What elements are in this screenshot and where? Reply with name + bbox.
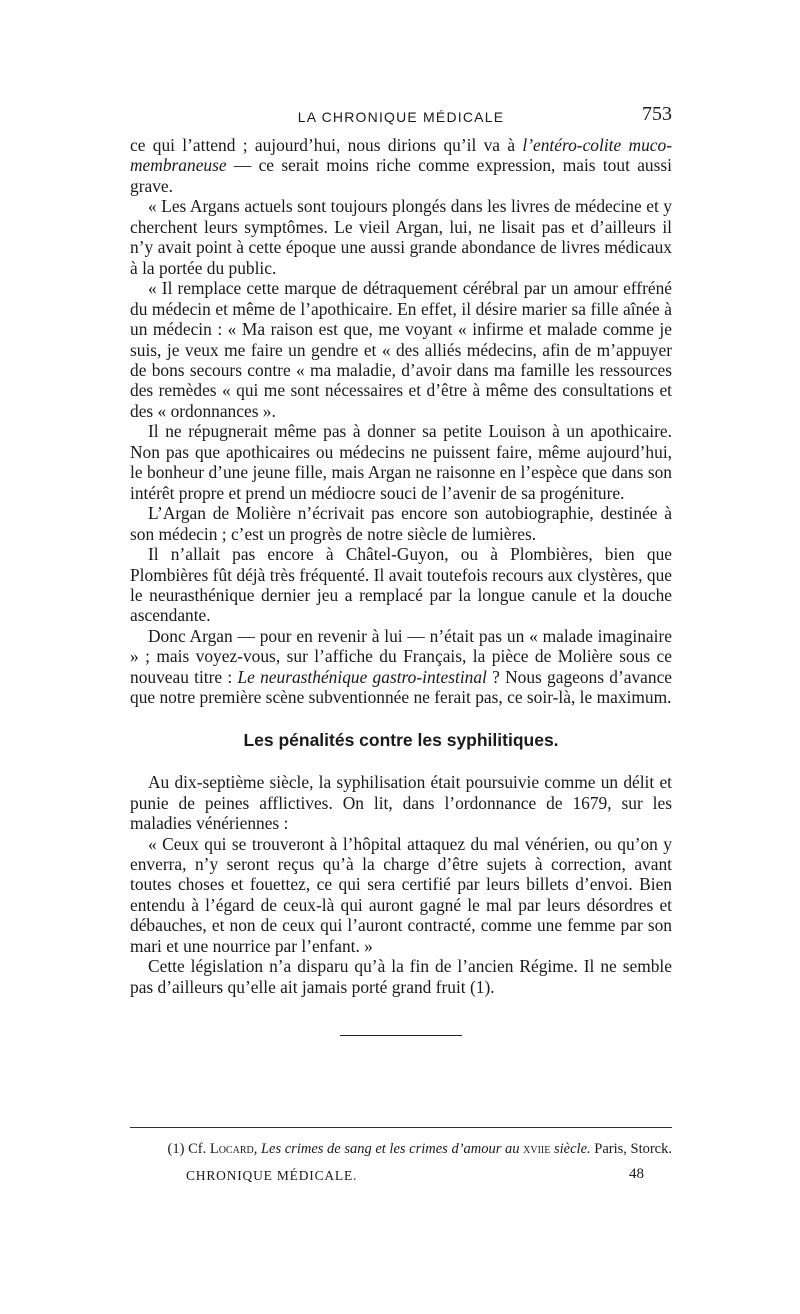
printer-signature: CHRONIQUE MÉDICALE. — [186, 1168, 358, 1183]
paragraph: « Les Argans actuels sont toujours plongés dans les livres de médecine et y cherchent leurs symptômes. Le vieil Argan, lui, ne lisait pas et d’ailleurs il n’y avait point à cette époque une aussi grande abondance de livres médicaux à la portée du public. — [130, 196, 672, 278]
section-heading: Les pénalités contre les syphilitiques. — [243, 729, 559, 750]
italic-title: Le neurasthénique gastro-intestinal — [237, 666, 487, 687]
footnote-rule — [130, 1127, 672, 1128]
paragraph: « Il remplace cette marque de détraquement cérébral par un amour effréné du médecin et même de l’apothicaire. En effet, il désire marier sa fille aînée à un médecin : « Ma raison est que, me voyant « infirme et malade comme je suis, je veux me faire un gendre et « des alliés médecins, afin de m’appuyer de bons secours contre « ma maladie, d’avoir dans ma famille les ressources des remèdes « qui me sont nécessaires et d’être à même des consultations et des « ordonnances ». — [130, 278, 672, 421]
section-end-rule — [340, 1035, 462, 1036]
paragraph: L’Argan de Molière n’écrivait pas encore son autobiographie, destinée à son médecin ; c’est un progrès de notre siècle de lumières. — [130, 503, 672, 544]
footnote-author: Locard — [209, 1141, 254, 1157]
paragraph: Donc Argan — pour en revenir à lui — n’était pas un « malade imaginaire » ; mais voyez-vous, sur l’affiche du Français, la pièce de Molière sous ce nouveau titre : Le neurasthénique gastro-intestinal ? Nous gageons d’avance que notre première scène subventionnée ne ferait pas, ce soir-là, le maximum. — [130, 625, 673, 708]
paragraph: Cette législation n’a disparu qu’à la fin de l’ancien Régime. Il ne semble pas d’ailleurs qu’elle ait jamais porté grand fruit (1). — [130, 956, 672, 997]
footnote-title: Les crimes de sang et les crimes d’amour au — [260, 1141, 520, 1157]
footnote: (1) Cf. Locard, Les crimes de sang et les crimes d’amour au xviie siècle. Paris, Storck. — [167, 1141, 672, 1157]
running-title: LA CHRONIQUE MÉDICALE — [297, 109, 505, 125]
body-text — [130, 135, 672, 1036]
page-header — [130, 100, 672, 130]
paragraph: Il ne répugnerait même pas à donner sa petite Louison à un apothicaire. Non pas que apothicaires ou médecins ne puissent faire, même aujourd’hui, le bonheur d’une jeune fille, mais Argan ne raisonne en l’espèce que dans son intérêt propre et prend un médiocre souci de l’avenir de sa progéniture. — [130, 421, 672, 503]
footnote-century: xviie — [523, 1141, 551, 1157]
page-number: 753 — [642, 103, 672, 125]
paragraph: « Ceux qui se trouveront à l’hôpital attaquez du mal vénérien, ou qu’on y enverra, n’y seront reçus qu’à la charge d’être sujets à correction, avant toutes choses et fouettez, ce qui sera certifié par leurs billets d’envoi. Bien entendu à l’égard de ceux-là qui auront gagné le mal par leurs désordres et débauches, et non de ceux qui l’auront contracté, comme une femme par son mari et une nourrice par l’enfant. » — [130, 833, 672, 956]
paragraph: ce qui l’attend ; aujourd’hui, nous dirions qu’il va à l’entéro-colite muco-membraneuse — ce serait moins riche comme expression, mais tout aussi grave. — [130, 135, 672, 196]
italic-term: l’entéro-colite muco-membraneuse — [130, 135, 672, 176]
paragraph: Il n’allait pas encore à Châtel-Guyon, ou à Plombières, bien que Plombières fût déjà très fréquenté. Il avait toutefois recours aux clystères, que le neurasthénique dernier jeu a remplacé par la longue canule et la douche ascendante. — [130, 544, 672, 626]
sheet-number: 48 — [629, 1166, 644, 1182]
paragraph: Au dix-septième siècle, la syphilisation était poursuivie comme un délit et punie de peines afflictives. On lit, dans l’ordonnance de 1679, sur les maladies vénériennes : — [130, 772, 672, 834]
